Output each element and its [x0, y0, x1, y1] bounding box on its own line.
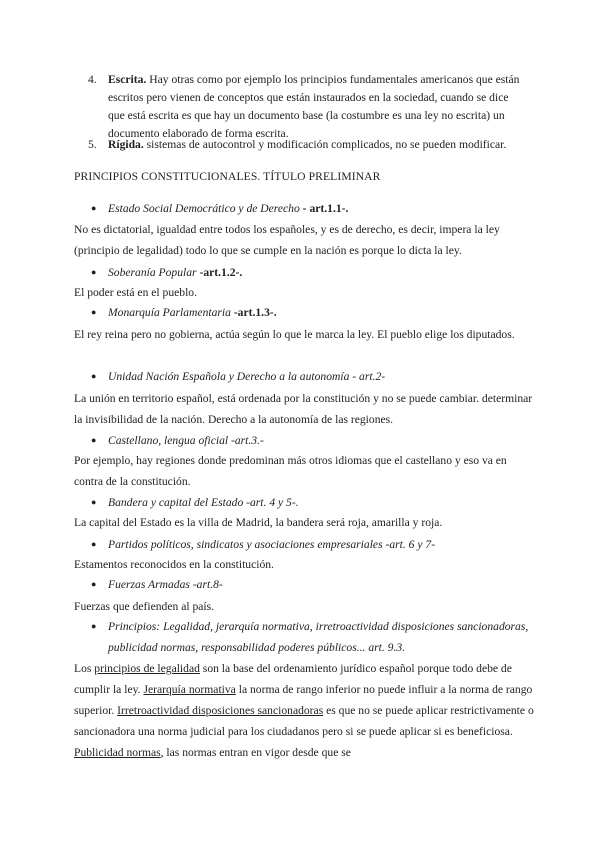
paragraph: Por ejemplo, hay regiones donde predominan más otros idiomas que el castellano y eso va en contra de la constitución.	[74, 454, 507, 488]
bullet-title: Estado Social Democrático y de Derecho	[108, 202, 300, 215]
text-run: son la base del ordenamiento jurídico español porque todo debe de cumplir la ley.	[74, 662, 512, 696]
list-term: Escrita.	[108, 73, 147, 86]
paragraph	[74, 658, 536, 763]
bullet-item	[91, 430, 538, 451]
bullet-item	[91, 302, 538, 323]
bullet-title: Castellano, lengua oficial -art.3.-	[108, 434, 264, 447]
bullet-dot-icon: ●	[91, 539, 97, 549]
bullet-title: Soberanía Popular	[108, 266, 197, 279]
bullet-item	[91, 492, 538, 513]
bullet-item	[91, 366, 538, 387]
paragraph: Estamentos reconocidos en la constitución.	[74, 558, 274, 571]
bullet-title: Principios: Legalidad, jerarquía normativa, irretroactividad disposiciones sancionadoras, publicidad normas, responsabilidad poderes públicos... art. 9.3.	[108, 620, 529, 654]
bullet-title: Partidos políticos, sindicatos y asociaciones empresariales -art. 6 y 7-	[108, 538, 436, 551]
bullet-item	[91, 198, 538, 219]
bullet-item	[91, 262, 538, 283]
bullet-item	[91, 616, 538, 658]
list-item	[88, 136, 528, 154]
text-run: Los	[74, 662, 95, 675]
bullet-dot-icon: ●	[91, 497, 97, 507]
section-heading: PRINCIPIOS CONSTITUCIONALES. TÍTULO PRELIMINAR	[74, 170, 381, 183]
bullet-ref: -art.1.3-.	[230, 306, 277, 319]
bullet-dot-icon: ●	[91, 307, 97, 317]
list-text: sistemas de autocontrol y modificación complicados, no se pueden modificar.	[143, 138, 507, 151]
bullet-dot-icon: ●	[91, 621, 97, 631]
underlined-term: principios de legalidad	[94, 662, 200, 675]
text-run: , las normas entran en vigor desde que se	[160, 746, 351, 759]
bullet-ref: - art.1.1-.	[299, 202, 349, 215]
paragraph: La unión en territorio español, está ordenada por la constitución y no se puede cambiar. determinar la invisibilidad de la nación. Derecho a la autonomía de las regiones.	[74, 392, 533, 426]
bullet-dot-icon: ●	[91, 579, 97, 589]
bullet-item	[91, 534, 538, 555]
paragraph: Fuerzas que defienden al país.	[74, 600, 215, 613]
list-item	[88, 71, 528, 143]
paragraph: No es dictatorial, igualdad entre todos los españoles, y es de derecho, es decir, impera la ley (principio de legalidad) todo lo que se cumple en la nación es porque lo dicta la ley.	[74, 223, 500, 257]
list-term: Rígida.	[108, 138, 144, 151]
bullet-item	[91, 574, 538, 595]
bullet-title: Fuerzas Armadas -art.8-	[108, 578, 223, 591]
underlined-term: Publicidad normas	[74, 746, 161, 759]
list-number: 5.	[88, 138, 97, 151]
bullet-title: Unidad Nación Española y Derecho a la autonomía - art.2-	[108, 370, 386, 383]
list-number: 4.	[88, 73, 97, 86]
bullet-dot-icon: ●	[91, 203, 97, 213]
bullet-dot-icon: ●	[91, 371, 97, 381]
text-run: la norma de rango inferior no puede influir a la norma de rango superior.	[74, 683, 533, 717]
paragraph: El poder está en el pueblo.	[74, 286, 197, 299]
bullet-title: Monarquía Parlamentaria	[108, 306, 231, 319]
paragraph: La capital del Estado es la villa de Madrid, la bandera será roja, amarilla y roja.	[74, 516, 443, 529]
bullet-title: Bandera y capital del Estado -art. 4 y 5-.	[108, 496, 299, 509]
underlined-term: Jerarquía normativa	[143, 683, 236, 696]
bullet-ref: -art.1.2-.	[196, 266, 243, 279]
underlined-term: Irretroactividad disposiciones sancionadoras	[117, 704, 324, 717]
list-text: Hay otras como por ejemplo los principios fundamentales americanos que están escritos pero vienen de conceptos que están instaurados en la sociedad, cuando se dice que está escrita es que hay un documento base (la costumbre es una ley no escrita) un documento elaborado de forma escrita.	[108, 73, 520, 140]
text-run: es que no se puede aplicar restrictivamente o sancionadora una norma judicial para los ciudadanos pero si se puede aplicar si es beneficiosa.	[74, 704, 534, 738]
bullet-dot-icon: ●	[91, 435, 97, 445]
paragraph: El rey reina pero no gobierna, actúa según lo que le marca la ley. El pueblo elige los diputados.	[74, 328, 515, 341]
bullet-dot-icon: ●	[91, 267, 97, 277]
